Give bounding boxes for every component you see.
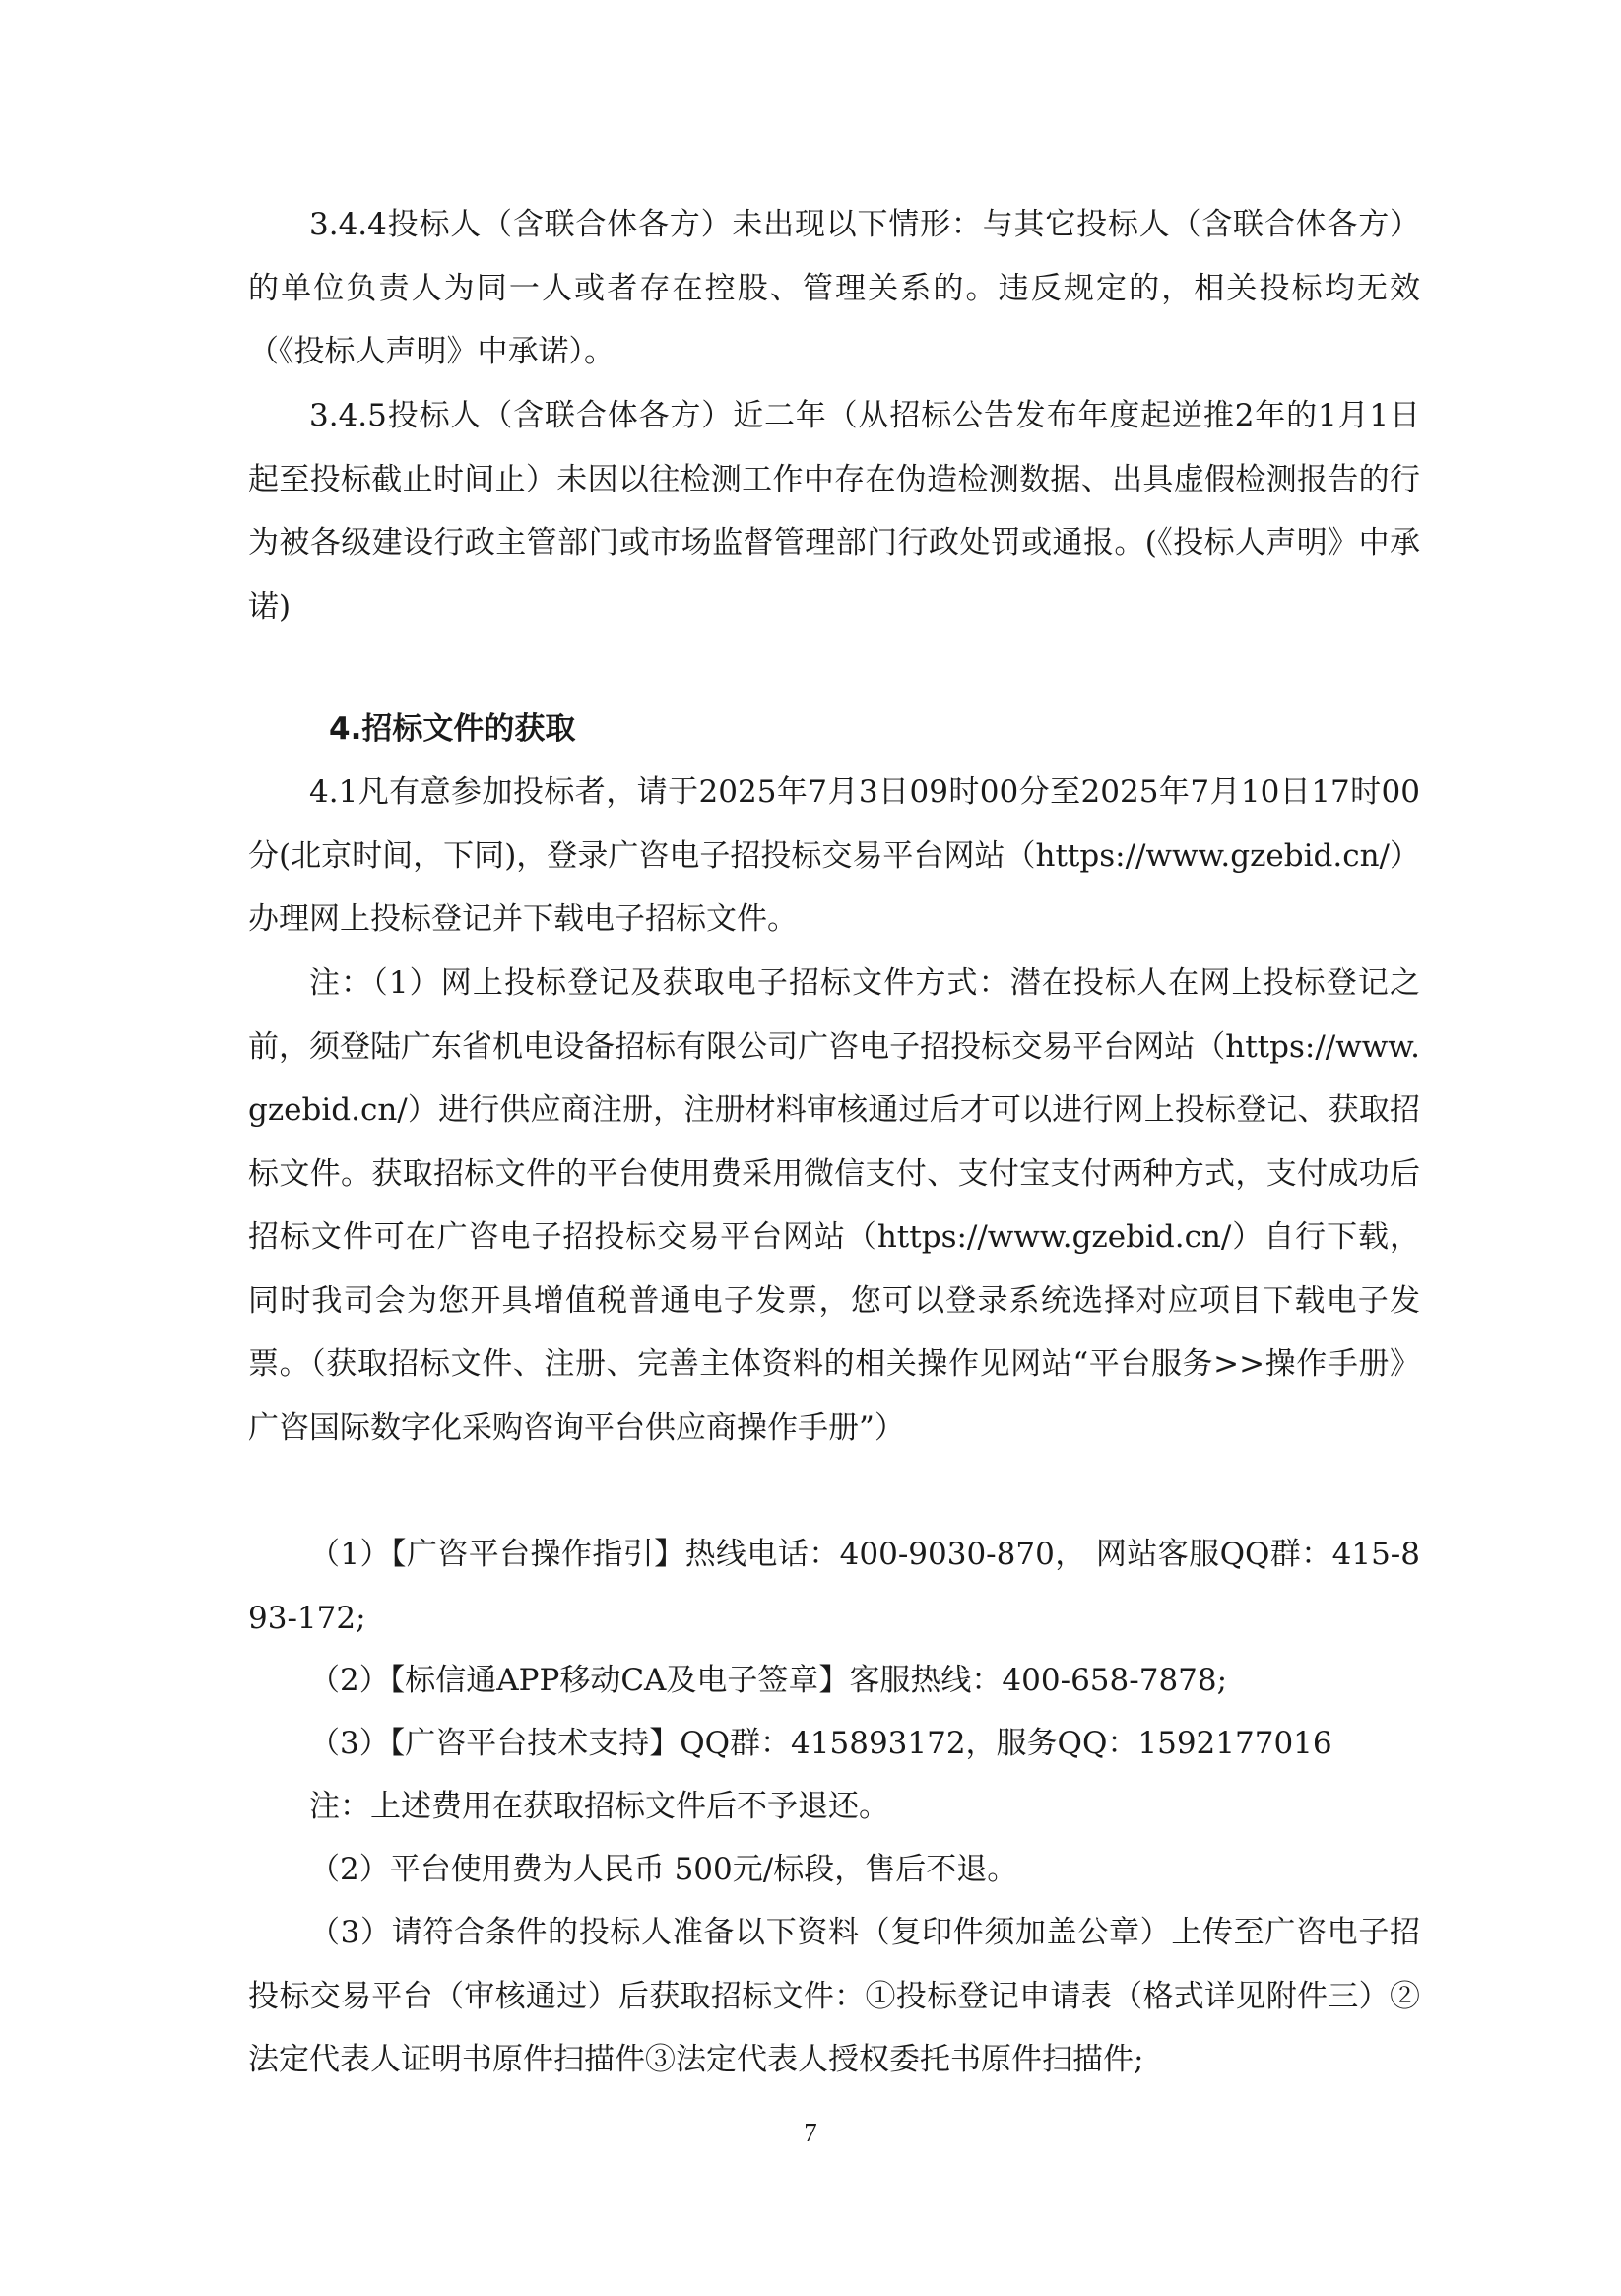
- clause-3-4-4: 3.4.4投标人（含联合体各方）未出现以下情形：与其它投标人（含联合体各方）的单位负责人为同一人或者存在控股、管理关系的。违反规定的，相关投标均无效（《投标人声明》中承诺）。: [248, 207, 1420, 369]
- item-required-materials: （3）请符合条件的投标人准备以下资料（复印件须加盖公章）上传至广咨电子招投标交易平台（审核通过）后获取招标文件：①投标登记申请表（格式详见附件三）②法定代表人证明书原件扫描件③法定代表人授权委托书原件扫描件;: [248, 1915, 1420, 2077]
- contact-ca-hotline: （2）【标信通APP移动CA及电子签章】客服热线：400-658-7878;: [309, 1663, 1228, 1698]
- clause-3-4-5: 3.4.5投标人（含联合体各方）近二年（从招标公告发布年度起逆推2年的1月1日起至投标截止时间止）未因以往检测工作中存在伪造检测数据、出具虚假检测报告的行为被各级建设行政主管部门或市场监督管理部门行政处罚或通报。(《投标人声明》中承诺): [248, 398, 1420, 624]
- clause-4-1: 4.1凡有意参加投标者，请于2025年7月3日09时00分至2025年7月10日17时00分(北京时间，下同)，登录广咨电子招投标交易平台网站（https://www.gzebid.cn/）办理网上投标登记并下载电子招标文件。: [248, 774, 1420, 937]
- page-number: 7: [804, 2118, 817, 2147]
- contact-tech-support: （3）【广咨平台技术支持】QQ群：415893172，服务QQ：1592177016: [309, 1726, 1332, 1761]
- section-heading-4: 4.招标文件的获取: [329, 711, 576, 747]
- item-platform-fee: （2）平台使用费为人民币 500元/标段，售后不退。: [309, 1852, 1018, 1887]
- contact-guide-hotline: （1）【广咨平台操作指引】热线电话：400-9030-870， 网站客服QQ群：415-893-172;: [248, 1537, 1420, 1636]
- note-registration: 注：（1）网上投标登记及获取电子招标文件方式：潜在投标人在网上投标登记之前，须登陆广东省机电设备招标有限公司广咨电子招投标交易平台网站（https://www.gzebid.cn/）进行供应商注册，注册材料审核通过后才可以进行网上投标登记、获取招标文件。获取招标文件的平台使用费采用微信支付、支付宝支付两种方式，支付成功后招标文件可在广咨电子招投标交易平台网站（https://www.gzebid.cn/）自行下载，同时我司会为您开具增值税普通电子发票，您可以登录系统选择对应项目下载电子发票。（获取招标文件、注册、完善主体资料的相关操作见网站“平台服务>>操作手册》广咨国际数字化采购咨询平台供应商操作手册”）: [248, 965, 1420, 1446]
- note-fee-nonrefundable: 注：上述费用在获取招标文件后不予退还。: [309, 1789, 889, 1824]
